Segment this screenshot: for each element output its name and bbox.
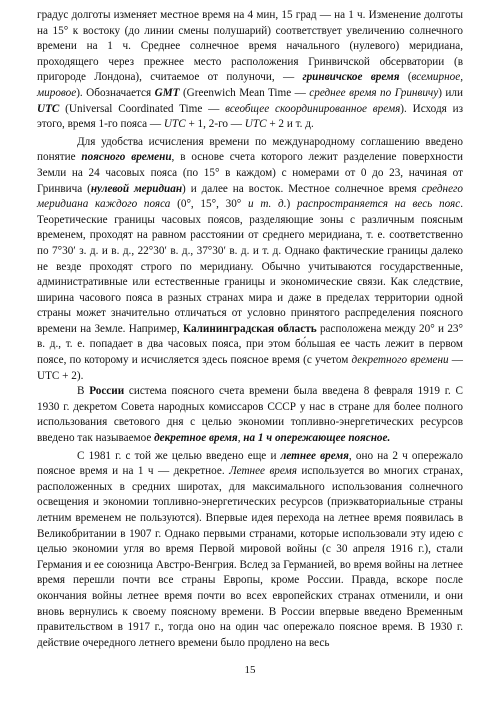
italic-phrase: Летнее время xyxy=(229,465,297,478)
text-run: ). Исходя из этого, время 1-го пояса — xyxy=(37,102,463,131)
document-page xyxy=(37,8,463,651)
text-run: ) или xyxy=(438,86,463,99)
text-run: расположена между 20° и 23° в. д., т. е. попадает в два часовых пояса, при этом бо́льшая ее часть лежит в первом поясе, по которому и исчисляется здесь поясное время (с учетом xyxy=(37,322,463,367)
emphasis-term: летнее время xyxy=(280,449,349,462)
italic-phrase: декретного времени xyxy=(351,354,449,367)
text-run: (Greenwich Mean Time — xyxy=(179,86,310,99)
text-run: В xyxy=(77,385,90,398)
text-run: градус долготы изменяет местное время на 4 мин, 15 град — на 1 ч. Изменение долготы на 15° к востоку (до линии смены полушарий) соответствует увеличению солнечного времени на 1 ч. Среднее солнечное время начального (нулевого) меридиана, проходящего через прежнее место расположения Гринвичской обсерватории (в пригороде Лондона), считаемое от полуночи, — xyxy=(37,9,463,84)
italic-phrase: UTC xyxy=(163,118,186,131)
text-run: (Universal Coordinated Time — xyxy=(59,102,226,115)
emphasis-term: на 1 ч опережающее поясное. xyxy=(243,432,391,445)
text-run: — UTC + 2). xyxy=(37,354,463,382)
text-run: (0°, 15°, 30° xyxy=(170,198,248,211)
text-run: ( xyxy=(399,71,412,84)
paragraph-summer-time xyxy=(37,449,463,652)
text-run: ). Обозначается xyxy=(76,86,155,99)
paragraph-russia-decree-time xyxy=(37,384,463,446)
page-number: 15 xyxy=(244,664,256,676)
paragraph-standard-time xyxy=(37,135,463,385)
bold-term: России xyxy=(89,385,125,398)
italic-phrase: среднего меридиана каждого пояса xyxy=(37,182,463,211)
text-run: ) и далее на восток. Местное солнечное время xyxy=(182,182,422,195)
text-run: . Теоретические границы часовых поясов, разделяющие зоны с различным поясным временем, проходят на равном расстоянии от среднего меридиана, т. е. соответственно по 7°30′ з. д. и в. д., 22°30′ в. д., 37°30′ в. д. и т. д. Однако фактические границы далеко не везде проходят строго по меридиану. Обычно учитываются государственные, административные или естественные границы и экономические связи. Как следствие, ширина часового пояса в разных странах мира и даже в пределах территории одной страны может значительно отличаться от условно принятого распределения поясного времени на Земле. Например, xyxy=(37,198,463,335)
emphasis-term: нулевой меридиан xyxy=(90,182,183,195)
italic-phrase: UTC xyxy=(244,118,267,131)
text-run: , в основе счета которого лежит разделение поверхности Земли на 24 часовых пояса (по 15° в каждом) с номерами от 0 до 23, начиная от Гринвича ( xyxy=(37,151,463,195)
emphasis-term: GMT xyxy=(154,86,180,99)
text-run: С 1981 г. с той же целью введено еще и xyxy=(77,449,281,462)
italic-phrase: всемирное, мировое xyxy=(37,71,463,99)
text-run: + 1, 2-го — xyxy=(185,118,245,131)
italic-phrase: и т. д. xyxy=(248,198,287,211)
emphasis-term: поясного времени xyxy=(81,151,172,164)
text-run: используется во многих странах, расположенных в средних широтах, для максимального использования солнечного освещения и экономии топливно-энергетических ресурсов (приэкваториальные страны летним временем не пользуются). Впервые идея перехода на летнее время появилась в Великобритании в 1907 г. Однако первыми странами, которые использовали эту идею с целью экономии угля во время Первой мировой войны (с 30 апреля 1916 г.), стали Германия и ее союзница Австро-Венгрия. Вслед за Германией, во время войны на летнее время перешли почти все страны Европы, кроме России. Правда, вскоре после окончания войны летнее время почти во всех европейских странах отменили, и они вновь вернулись к своему поясному времени. В России впервые введено Временным правительством в 1917 г., тогда оно на один час опережало поясное время. В 1930 г. действие очередного летнего времени было продлено на весь xyxy=(37,465,463,649)
paragraph-time-standards xyxy=(37,8,463,133)
emphasis-term: гринвичское время xyxy=(302,71,400,84)
text-run: система поясного счета времени была введена 8 февраля 1919 г. С 1930 г. декретом Совета народных комиссаров СССР у нас в стране для более полного использования светового дня с целью экономии топливно-энергетических ресурсов введено так называемое xyxy=(37,385,464,445)
italic-phrase: распространяется на весь пояс xyxy=(296,198,461,211)
text-run: Для удобства исчисления времени по международному соглашению введено понятие xyxy=(37,135,463,164)
text-run: , xyxy=(237,432,244,445)
emphasis-term: UTC xyxy=(37,102,60,115)
text-run: + 2 и т. д. xyxy=(266,118,314,131)
italic-phrase: среднее время по Гринвичу xyxy=(309,86,439,99)
emphasis-term: декретное время xyxy=(154,432,238,445)
text-run: , оно на 2 ч опережало поясное время и на 1 ч — декретное. xyxy=(37,449,463,478)
italic-phrase: всеобщее скоординированное время xyxy=(225,102,401,115)
text-run: ) xyxy=(286,198,297,211)
bold-term: Калининградская область xyxy=(183,322,317,335)
